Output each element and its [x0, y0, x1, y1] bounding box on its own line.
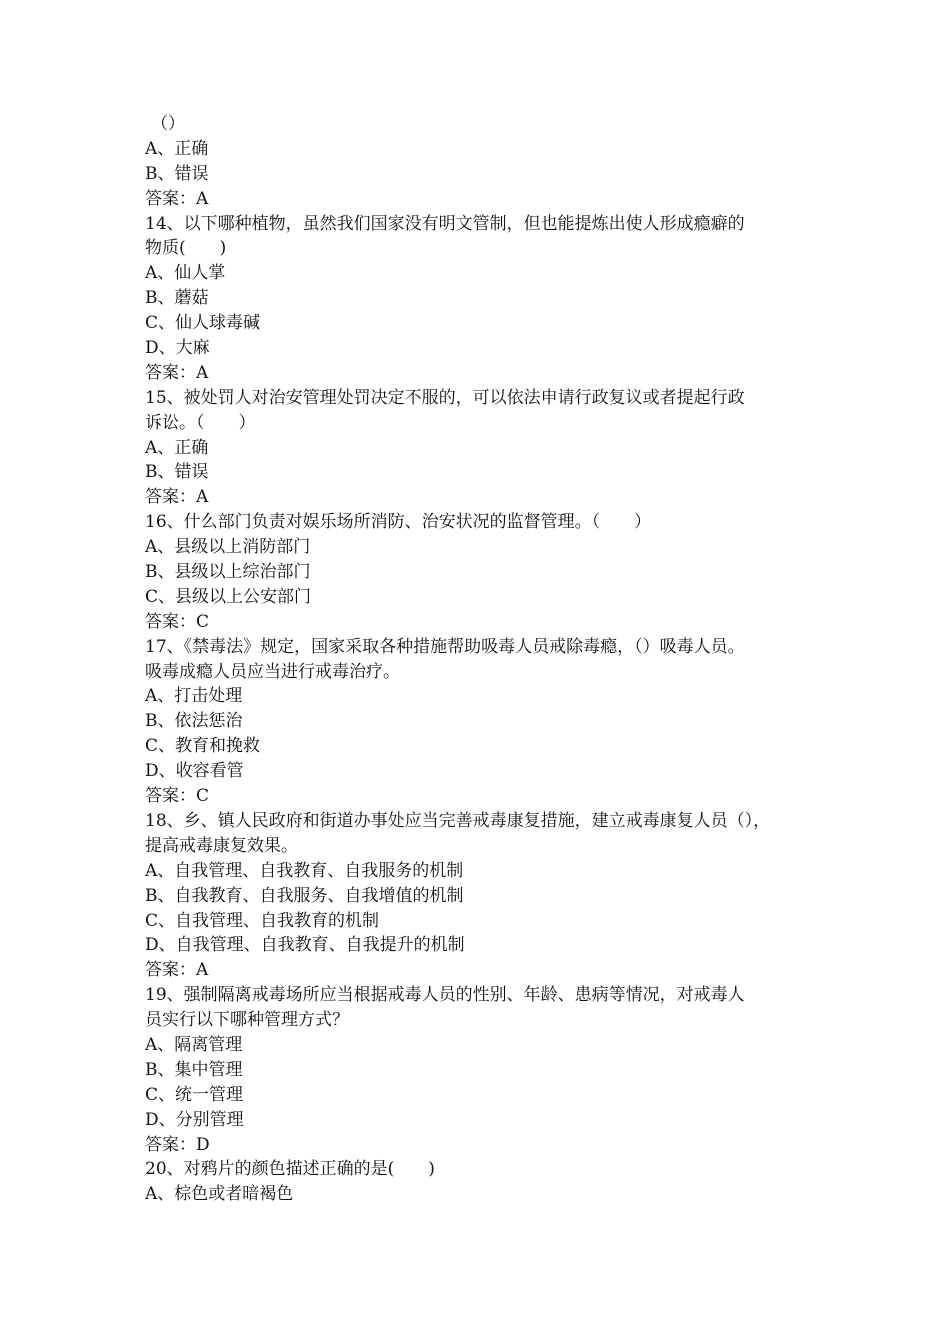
answer-option: A、正确: [145, 138, 209, 159]
question-text: 20、对鸦片的颜色描述正确的是( ): [145, 1159, 435, 1180]
question-text: 16、什么部门负责对娱乐场所消防、治安状况的监督管理。（ ）: [145, 512, 652, 533]
answer-option: C、教育和挽救: [145, 736, 261, 757]
question-text: 物质( ): [145, 238, 227, 259]
answer-option: D、收容看管: [145, 761, 244, 782]
question-text: 18、乡、镇人民政府和街道办事处应当完善戒毒康复措施，建立戒毒康复人员（），: [145, 810, 771, 831]
question-text: 15、被处罚人对治安管理处罚决定不服的，可以依法申请行政复议或者提起行政: [145, 387, 745, 408]
answer-option: B、错误: [145, 163, 209, 184]
answer-option: D、自我管理、自我教育、自我提升的机制: [145, 935, 465, 956]
answer-option: C、仙人球毒碱: [145, 313, 261, 334]
answer-key: 答案：A: [145, 960, 209, 981]
answer-key: 答案：D: [145, 1134, 210, 1155]
answer-key: 答案：A: [145, 362, 209, 383]
question-text: 17、《禁毒法》规定，国家采取各种措施帮助吸毒人员戒除毒瘾，（）吸毒人员。: [145, 636, 745, 657]
answer-key: 答案：A: [145, 188, 209, 209]
answer-option: C、自我管理、自我教育的机制: [145, 910, 380, 931]
answer-option: A、打击处理: [145, 686, 243, 707]
answer-option: C、县级以上公安部门: [145, 586, 312, 607]
answer-option: B、县级以上综治部门: [145, 562, 311, 583]
answer-option: B、集中管理: [145, 1059, 243, 1080]
question-text: 诉讼。（ ）: [145, 412, 256, 433]
answer-option: A、仙人掌: [145, 263, 226, 284]
question-text: 吸毒成瘾人员应当进行戒毒治疗。: [145, 661, 400, 682]
answer-option: B、蘑菇: [145, 288, 209, 309]
answer-option: C、统一管理: [145, 1084, 244, 1105]
question-text: 员实行以下哪种管理方式？: [145, 1010, 349, 1031]
answer-key: 答案：A: [145, 487, 209, 508]
answer-option: A、隔离管理: [145, 1034, 243, 1055]
question-list: [145, 112, 810, 1207]
question-fragment: （）: [151, 114, 185, 134]
answer-key: 答案：C: [145, 786, 210, 807]
document-page: [145, 112, 810, 1207]
answer-option: B、自我教育、自我服务、自我增值的机制: [145, 885, 464, 906]
answer-option: A、县级以上消防部门: [145, 537, 311, 558]
question-text: 19、强制隔离戒毒场所应当根据戒毒人员的性别、年龄、患病等情况，对戒毒人: [145, 985, 745, 1006]
answer-option: D、分别管理: [145, 1109, 244, 1130]
answer-key: 答案：C: [145, 611, 210, 632]
answer-option: B、错误: [145, 462, 209, 483]
question-text: 14、以下哪种植物，虽然我们国家没有明文管制，但也能提炼出使人形成瘾癖的: [145, 213, 745, 234]
answer-option: A、棕色或者暗褐色: [145, 1184, 294, 1205]
answer-option: D、大麻: [145, 338, 210, 359]
answer-option: A、自我管理、自我教育、自我服务的机制: [145, 860, 464, 881]
question-text: 提高戒毒康复效果。: [145, 835, 298, 856]
answer-option: A、正确: [145, 437, 209, 458]
answer-option: B、依法惩治: [145, 711, 243, 732]
